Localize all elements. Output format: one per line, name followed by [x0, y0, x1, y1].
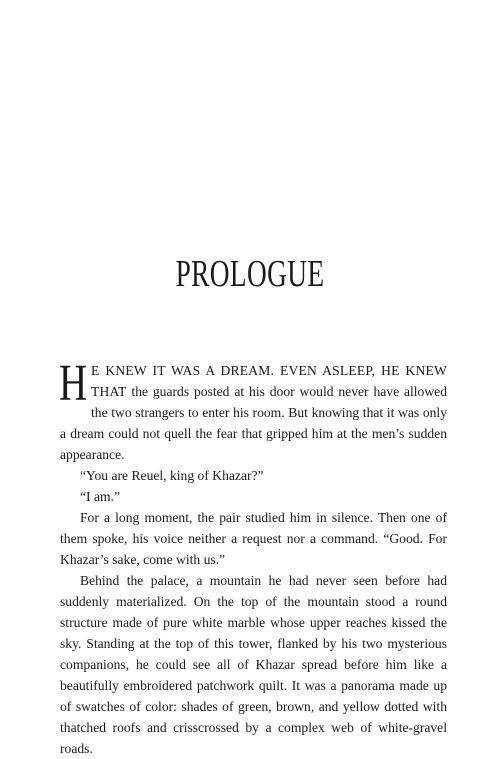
opening-small-caps: E KNEW IT WAS A DREAM. EVEN ASLEEP, HE KNEW THAT	[91, 363, 447, 399]
body-paragraph: Behind the palace, a mountain he had never seen before had suddenly materialized. On the top of the mountain stood a round structure made of pure white marble whose upper reaches kissed the sky. Standing at the top of this tower, flanked by his two mysterious companions, he could see all of Khazar spread before him like a beautifully embroidered patchwork quilt. It was a panorama made up of swatches of color: shades of green, brown, and yellow dotted with thatched roofs and crisscrossed by a complex web of white-gravel roads.	[60, 573, 447, 756]
dialogue-paragraph: “I am.”	[80, 489, 120, 504]
opening-paragraph-text: the guards posted at his door would never have allowed the two strangers to enter his room. But knowing that it was only a dream could not quell the fear that gripped him at the men’s sudden appearance.	[60, 384, 447, 462]
chapter-title: PROLOGUE	[175, 253, 325, 295]
drop-cap: H	[59, 355, 88, 412]
opening-paragraph	[59, 355, 447, 465]
body-paragraph: For a long moment, the pair studied him in silence. Then one of them spoke, his voice neither a request nor a command. “Good. For Khazar’s sake, come with us.”	[60, 510, 447, 567]
body-text	[59, 355, 447, 759]
dialogue-paragraph: “You are Reuel, king of Khazar?”	[80, 468, 264, 483]
